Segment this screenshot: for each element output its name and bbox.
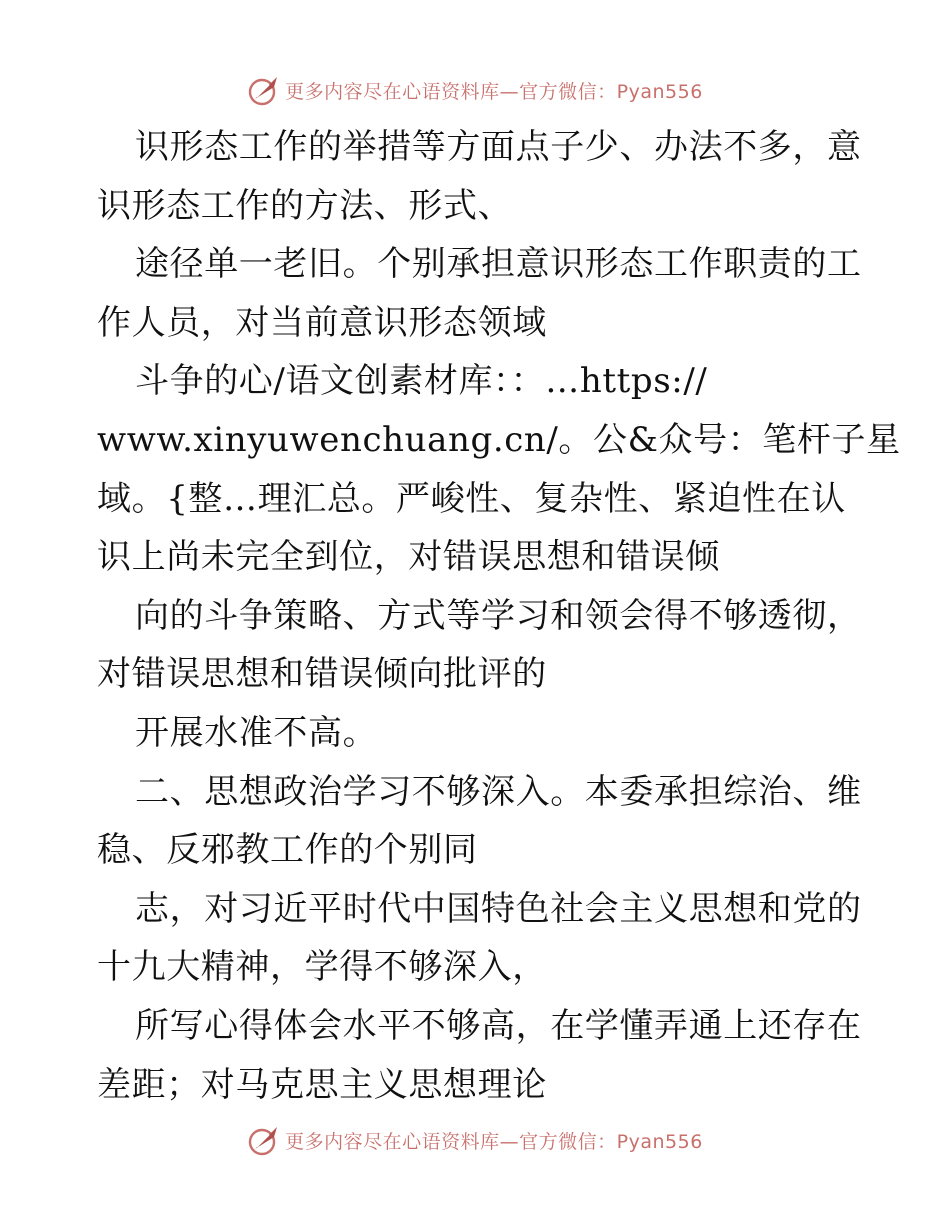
- quill-pen-logo-icon: [247, 73, 281, 107]
- text-line: 途径单一老旧。个别承担意识形态工作职责的工: [135, 244, 862, 285]
- text-line: 二、思想政治学习不够深入。本委承担综治、维: [135, 771, 862, 812]
- text-line: www.xinyuwenchuang.cn/。公&众号：笔杆子星: [97, 419, 901, 460]
- footer-banner-text: 更多内容尽在心语资料库—官方微信：Pyan556: [285, 1130, 703, 1153]
- text-line: 向的斗争策略、方式等学习和领会得不够透彻，: [135, 595, 862, 636]
- text-line: 识形态工作的方法、形式、: [97, 185, 513, 226]
- text-line: 斗争的心/语文创素材库：：…https://: [135, 361, 708, 402]
- footer-banner: [0, 1120, 950, 1160]
- text-line: 十九大精神，学得不够深入，: [97, 947, 547, 988]
- text-line: 识上尚未完全到位，对错误思想和错误倾: [97, 537, 720, 578]
- text-line: 域。{整…理汇总。严峻性、复杂性、紧迫性在认: [97, 478, 846, 519]
- header-banner: [0, 70, 950, 110]
- text-line: 差距；对马克思主义思想理论: [97, 1064, 547, 1105]
- text-line: 对错误思想和错误倾向批评的: [97, 654, 547, 695]
- text-line: 识形态工作的举措等方面点子少、办法不多，意: [135, 127, 862, 167]
- document-body: [97, 118, 901, 1114]
- quill-pen-logo-icon: [247, 1123, 281, 1157]
- text-line: 志，对习近平时代中国特色社会主义思想和党的: [135, 888, 862, 929]
- header-banner-text: 更多内容尽在心语资料库—官方微信：Pyan556: [285, 80, 703, 103]
- text-line: 开展水准不高。: [135, 712, 378, 753]
- text-line: 所写心得体会水平不够高，在学懂弄通上还存在: [135, 1005, 862, 1046]
- text-line: 稳、反邪教工作的个别同: [97, 830, 478, 871]
- text-line: 作人员，对当前意识形态领域: [97, 302, 547, 343]
